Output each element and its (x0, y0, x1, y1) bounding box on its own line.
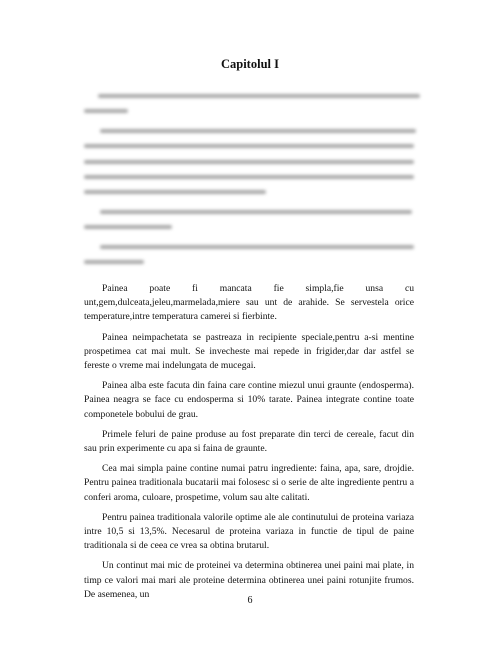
paragraph: Painea alba este facuta din faina care contine miezul unui graunte (endosperma). Painea neagra se face cu endosperma si 10% tarate. Painea integrate contine toate componetele bobului de grau. (84, 380, 414, 420)
blurred-line (84, 175, 414, 179)
document-body (84, 282, 414, 608)
paragraph: Primele feluri de paine produse au fost preparate din terci de cereale, facut din sau prin experimente cu apa si faina de graunte. (84, 428, 414, 455)
blurred-line (98, 94, 420, 98)
blurred-line (100, 245, 414, 249)
paragraph: Pentru painea traditionala valorile optime ale ale continutului de proteina variaza intre 10,5 si 13,5%. Necesarul de proteina variaza in functie de tipul de paine traditionala si de ceea ce vrea sa obtina brutarul. (84, 511, 414, 552)
blurred-text-block (84, 94, 414, 276)
chapter-title: Capitolul I (220, 57, 279, 71)
blurred-line (84, 260, 144, 264)
blurred-line (84, 144, 414, 148)
paragraph: Painea poate fi mancata fie simpla,fie unsa cu unt,gem,dulceata,jeleu,marmelada,miere sau unt de arahide. Se servestela orice temperature,intre temperatura camerei si fierbinte. (84, 283, 414, 323)
blurred-line (100, 210, 412, 214)
page-number: 6 (247, 595, 253, 606)
paragraph: Un continut mai mic de proteinei va determina obtinerea unei paini mai plate, in timp ce valori mai mari ale proteine determina obtinerea unei paini rotunjite frumos. De asemenea, un (84, 560, 414, 600)
blurred-line (84, 109, 128, 113)
blurred-line (84, 225, 172, 229)
paragraph: Painea neimpachetata se pastreaza in recipiente speciale,pentru a-si mentine prospetimea cat mai mult. Se invecheste mai repede in frigider,dar dar astfel se fereste o vreme mai indelungata de mucegai. (84, 331, 414, 372)
blurred-line (84, 190, 266, 194)
paragraph: Cea mai simpla paine contine numai patru ingrediente: faina, apa, sare, drojdie. Pentru painea traditionala bucatarii mai folosesc si o serie de alte ingrediente pentru a conferi aroma, culoare, prospetime, volum sau alte calitati. (84, 463, 414, 503)
blurred-line (84, 160, 414, 164)
blurred-line (100, 129, 416, 133)
